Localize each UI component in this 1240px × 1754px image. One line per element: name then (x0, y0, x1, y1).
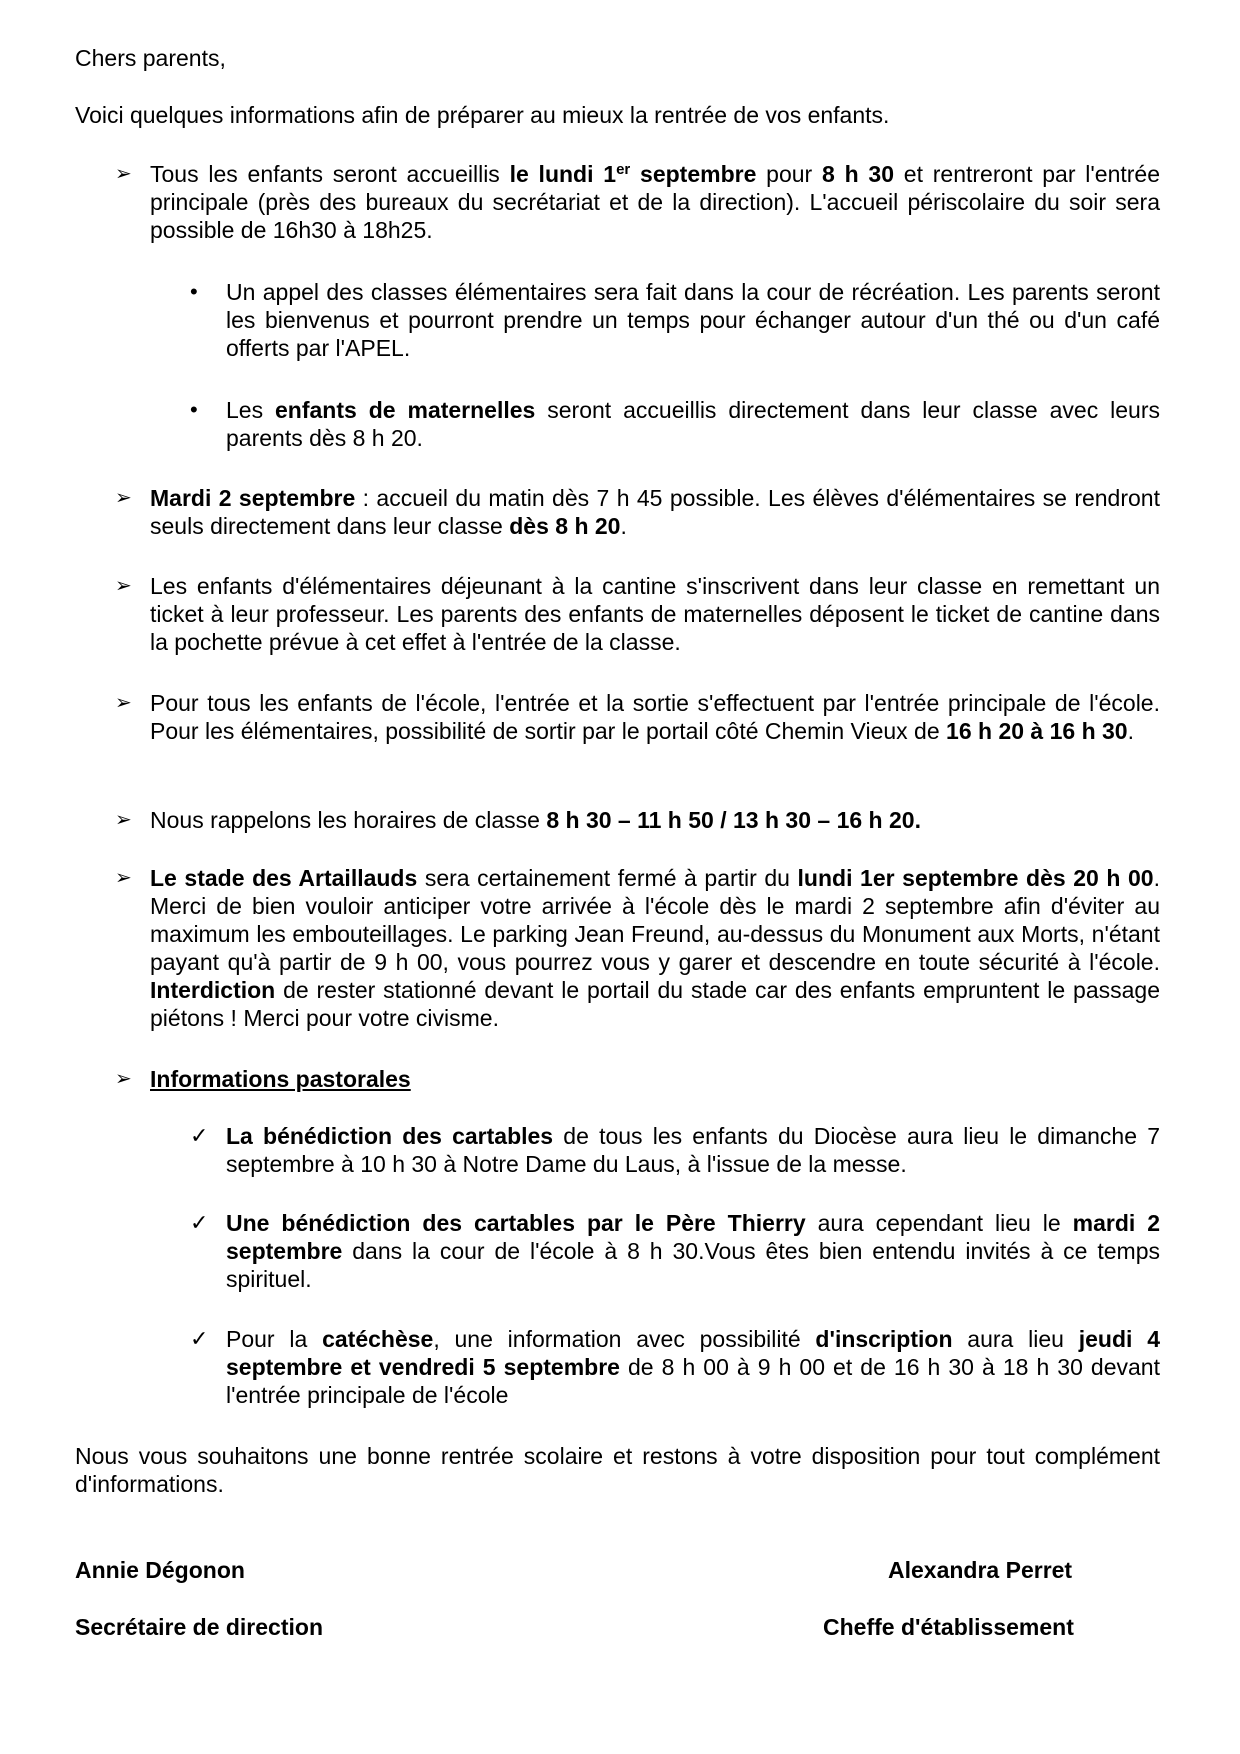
item-text: Une bénédiction des cartables par le Père Thierry aura cependant lieu le mardi 2 septembre dans la cour de l'école à 8 h 30.Vous êtes bien entendu invités à ce temps spirituel. (226, 1210, 1161, 1292)
greeting: Chers parents, (75, 45, 226, 71)
intro-paragraph: Voici quelques informations afin de préparer au mieux la rentrée de vos enfants. (75, 102, 890, 128)
signatory-right-name: Alexandra Perret (888, 1557, 1073, 1583)
signatory-right-title: Cheffe d'établissement (823, 1614, 1074, 1640)
item-text: Le stade des Artaillauds sera certainement fermé à partir du lundi 1er septembre dès 20 h 00. Merci de bien vouloir anticiper votre arrivée à l'école dès le mardi 2 septembre afin d'éviter au maximum les embouteillages. Le parking Jean Freund, au-dessus du Monument aux Morts, n'étant payant qu'à partir de 9 h 00, vous pourrez vous y garer et descendre en toute sécurité à l'école. Interdiction de rester stationné devant le portail du stade car des enfants empruntent le passage piétons ! Merci pour votre civisme. (150, 865, 1160, 1031)
closing-paragraph: Nous vous souhaitons une bonne rentrée scolaire et restons à votre disposition pour tout complément d'informations. (75, 1443, 1160, 1497)
arrow-bullet-icon: ➢ (115, 487, 132, 509)
item-text: Tous les enfants seront accueillis le lundi 1er septembre pour 8 h 30 et rentreront par l'entrée principale (près des bureaux du secrétariat et de la direction). L'accueil périscolaire du soir sera possible de 16h30 à 18h25. (150, 161, 1160, 243)
item-text: Mardi 2 septembre : accueil du matin dès 7 h 45 possible. Les élèves d'élémentaires se rendront seuls directement dans leur classe dès 8 h 20. (150, 485, 1160, 539)
item-text: Les enfants d'élémentaires déjeunant à la cantine s'inscrivent dans leur classe en remettant un ticket à leur professeur. Les parents des enfants de maternelles déposent le ticket de cantine dans la pochette prévue à cet effet à l'entrée de la classe. (150, 573, 1160, 655)
check-icon: ✓ (190, 1210, 209, 1235)
dot-bullet-icon: • (190, 397, 198, 422)
item-text: Pour la catéchèse, une information avec possibilité d'inscription aura lieu jeudi 4 septembre et vendredi 5 septembre de 8 h 00 à 9 h 00 et de 16 h 30 à 18 h 30 devant l'entrée principale de l'école (226, 1326, 1160, 1408)
check-icon: ✓ (190, 1326, 209, 1351)
arrow-bullet-icon: ➢ (115, 1068, 132, 1090)
arrow-bullet-icon: ➢ (115, 692, 132, 714)
item-text: Un appel des classes élémentaires sera fait dans la cour de récréation. Les parents seront les bienvenus et pourront prendre un temps pour échanger autour d'un thé ou d'un café offerts par l'APEL. (226, 279, 1160, 361)
arrow-bullet-icon: ➢ (115, 867, 132, 889)
arrow-bullet-icon: ➢ (115, 575, 132, 597)
dot-bullet-icon: • (190, 279, 198, 304)
item-text: La bénédiction des cartables de tous les enfants du Diocèse aura lieu le dimanche 7 septembre à 10 h 30 à Notre Dame du Laus, à l'issue de la messe. (226, 1123, 1160, 1177)
item-text: Les enfants de maternelles seront accueillis directement dans leur classe avec leurs parents dès 8 h 20. (226, 397, 1160, 451)
signatory-left-title: Secrétaire de direction (75, 1614, 323, 1640)
section-heading: Informations pastorales (150, 1066, 411, 1092)
arrow-bullet-icon: ➢ (115, 809, 132, 831)
item-text: Nous rappelons les horaires de classe 8 h 30 – 11 h 50 / 13 h 30 – 16 h 20. (150, 807, 921, 833)
item-text: Pour tous les enfants de l'école, l'entrée et la sortie s'effectuent par l'entrée principale de l'école. Pour les élémentaires, possibilité de sortir par le portail côté Chemin Vieux de 16 h 20 à 16 h 30. (150, 690, 1160, 744)
signatory-left-name: Annie Dégonon (75, 1557, 245, 1583)
check-icon: ✓ (190, 1123, 209, 1148)
arrow-bullet-icon: ➢ (115, 163, 132, 185)
